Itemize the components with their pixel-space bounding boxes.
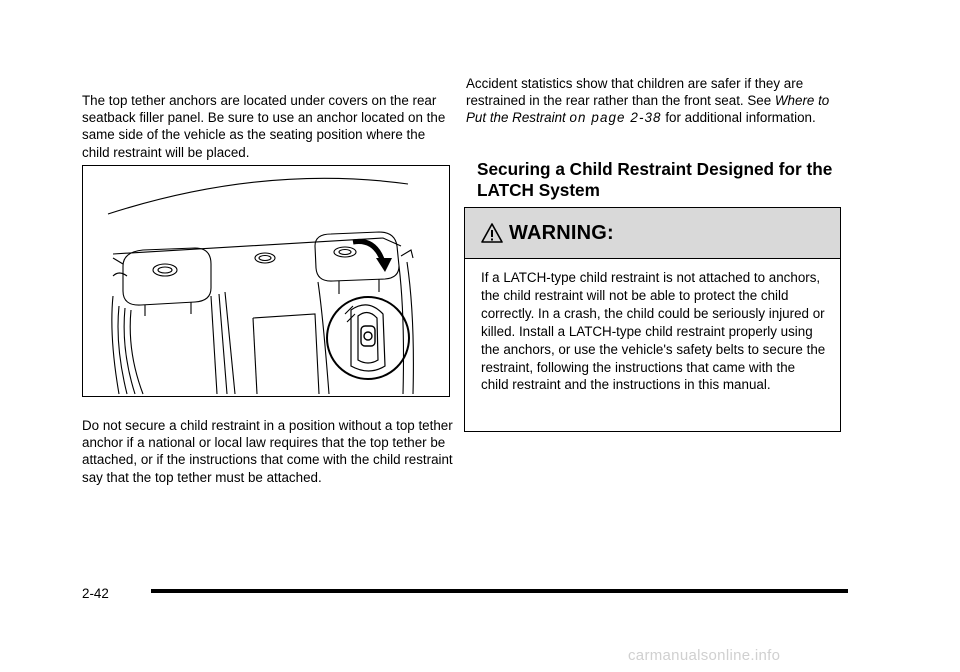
warning-title: WARNING: <box>509 221 614 244</box>
cross-reference-link[interactable]: Where to Put the Restraint on page 2-38 <box>466 93 830 126</box>
warning-header <box>465 208 840 259</box>
rear-seat-illustration <box>83 166 448 395</box>
accident-statistics-paragraph <box>466 75 844 127</box>
section-heading: Securing a Child Restraint Designed for the LATCH System <box>477 159 833 200</box>
warning-triangle-icon <box>481 222 503 244</box>
stats-text-after: for additional information. <box>661 110 816 126</box>
footer-rule <box>151 589 848 593</box>
warning-body: If a LATCH-type child restraint is not attached to anchors, the child restraint will not be able to protect the child correctly. In a crash, the child could be seriously injured or killed. Install a LATCH-type child restraint properly using the anchors, or use the vehicle's safety belts to secure the restraint, following the instructions that came with the child restraint and the instructions in this manual. <box>481 270 826 393</box>
stats-text-before: Accident statistics show that children are safer if they are restrained in the rear rather than the front seat. See <box>466 76 804 109</box>
page-number: 2-42 <box>82 586 109 601</box>
intro-paragraph: The top tether anchors are located under covers on the rear seatback filler panel. Be sure to use an anchor located on the same side of the vehicle as the seating position where the child restraint will be placed. <box>82 93 446 160</box>
rear-seat-tether-anchor-figure <box>82 165 450 397</box>
warning-box <box>464 207 841 432</box>
watermark: carmanualsonline.info <box>628 647 781 664</box>
tether-law-note-paragraph: Do not secure a child restraint in a position without a top tether anchor if a national or local law requires that the top tether be attached, or if the instructions that come with the child restraint say that the top tether must be attached. <box>82 418 453 485</box>
